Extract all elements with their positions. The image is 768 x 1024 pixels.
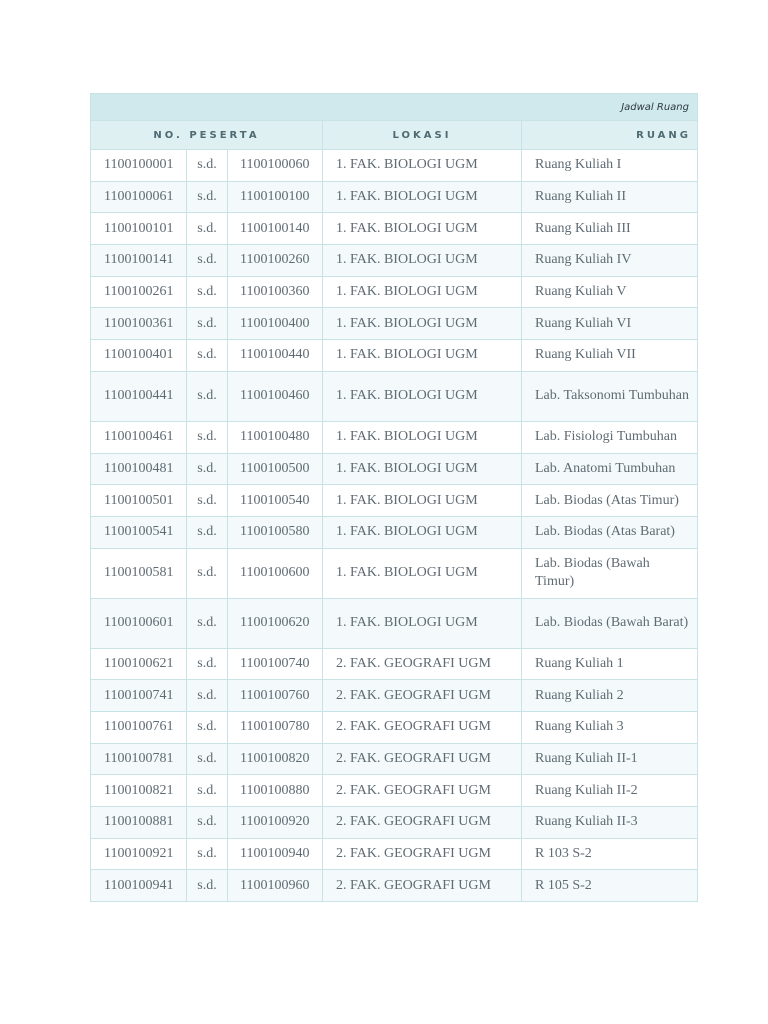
- cell-peserta-to: 1100100580: [228, 516, 323, 548]
- cell-separator: s.d.: [187, 485, 228, 517]
- cell-peserta-from: 1100100061: [91, 181, 187, 213]
- cell-peserta-to: 1100100620: [228, 598, 323, 648]
- table-row: [91, 648, 698, 680]
- cell-peserta-from: 1100100141: [91, 245, 187, 277]
- table-header-row: [91, 121, 698, 150]
- cell-peserta-to: 1100100820: [228, 743, 323, 775]
- cell-peserta-from: 1100100361: [91, 308, 187, 340]
- cell-peserta-to: 1100100920: [228, 807, 323, 839]
- cell-lokasi: 1. FAK. BIOLOGI UGM: [323, 485, 522, 517]
- cell-ruang: Ruang Kuliah II: [522, 181, 698, 213]
- cell-peserta-from: 1100100821: [91, 775, 187, 807]
- cell-peserta-to: 1100100540: [228, 485, 323, 517]
- cell-separator: s.d.: [187, 838, 228, 870]
- cell-ruang: Lab. Fisiologi Tumbuhan: [522, 421, 698, 453]
- cell-ruang: Ruang Kuliah VII: [522, 340, 698, 372]
- cell-lokasi: 1. FAK. BIOLOGI UGM: [323, 181, 522, 213]
- cell-lokasi: 2. FAK. GEOGRAFI UGM: [323, 775, 522, 807]
- table-row: [91, 340, 698, 372]
- cell-peserta-to: 1100100100: [228, 181, 323, 213]
- cell-ruang: Lab. Biodas (Bawah Timur): [522, 548, 698, 598]
- table-row: [91, 181, 698, 213]
- header-lokasi: LOKASI: [323, 121, 522, 150]
- cell-peserta-from: 1100100621: [91, 648, 187, 680]
- cell-lokasi: 1. FAK. BIOLOGI UGM: [323, 340, 522, 372]
- cell-peserta-from: 1100100501: [91, 485, 187, 517]
- cell-ruang: Ruang Kuliah V: [522, 276, 698, 308]
- cell-peserta-to: 1100100960: [228, 870, 323, 902]
- table-row: [91, 775, 698, 807]
- cell-peserta-to: 1100100760: [228, 680, 323, 712]
- cell-separator: s.d.: [187, 711, 228, 743]
- table-body: [91, 150, 698, 902]
- cell-separator: s.d.: [187, 548, 228, 598]
- cell-lokasi: 2. FAK. GEOGRAFI UGM: [323, 648, 522, 680]
- cell-ruang: Ruang Kuliah III: [522, 213, 698, 245]
- cell-lokasi: 1. FAK. BIOLOGI UGM: [323, 308, 522, 340]
- cell-ruang: Ruang Kuliah 2: [522, 680, 698, 712]
- cell-lokasi: 1. FAK. BIOLOGI UGM: [323, 213, 522, 245]
- cell-separator: s.d.: [187, 371, 228, 421]
- cell-separator: s.d.: [187, 276, 228, 308]
- cell-separator: s.d.: [187, 775, 228, 807]
- table-row: [91, 453, 698, 485]
- table-row: [91, 870, 698, 902]
- cell-lokasi: 1. FAK. BIOLOGI UGM: [323, 276, 522, 308]
- cell-peserta-from: 1100100921: [91, 838, 187, 870]
- cell-peserta-from: 1100100581: [91, 548, 187, 598]
- table-row: [91, 485, 698, 517]
- cell-lokasi: 2. FAK. GEOGRAFI UGM: [323, 807, 522, 839]
- cell-peserta-from: 1100100941: [91, 870, 187, 902]
- cell-ruang: Ruang Kuliah II-2: [522, 775, 698, 807]
- cell-lokasi: 1. FAK. BIOLOGI UGM: [323, 371, 522, 421]
- cell-lokasi: 2. FAK. GEOGRAFI UGM: [323, 680, 522, 712]
- cell-separator: s.d.: [187, 598, 228, 648]
- cell-separator: s.d.: [187, 245, 228, 277]
- cell-separator: s.d.: [187, 213, 228, 245]
- table-row: [91, 516, 698, 548]
- table-row: [91, 838, 698, 870]
- cell-lokasi: 2. FAK. GEOGRAFI UGM: [323, 870, 522, 902]
- cell-separator: s.d.: [187, 516, 228, 548]
- cell-peserta-from: 1100100261: [91, 276, 187, 308]
- cell-separator: s.d.: [187, 680, 228, 712]
- table-row: [91, 421, 698, 453]
- header-no-peserta: NO. PESERTA: [91, 121, 323, 150]
- cell-peserta-from: 1100100461: [91, 421, 187, 453]
- cell-peserta-from: 1100100401: [91, 340, 187, 372]
- cell-peserta-from: 1100100761: [91, 711, 187, 743]
- cell-peserta-to: 1100100400: [228, 308, 323, 340]
- cell-peserta-to: 1100100260: [228, 245, 323, 277]
- cell-separator: s.d.: [187, 150, 228, 182]
- cell-lokasi: 2. FAK. GEOGRAFI UGM: [323, 711, 522, 743]
- cell-peserta-from: 1100100741: [91, 680, 187, 712]
- table-caption: Jadwal Ruang: [91, 94, 698, 121]
- cell-ruang: Lab. Taksonomi Tumbuhan: [522, 371, 698, 421]
- cell-separator: s.d.: [187, 421, 228, 453]
- cell-lokasi: 2. FAK. GEOGRAFI UGM: [323, 743, 522, 775]
- cell-peserta-to: 1100100880: [228, 775, 323, 807]
- table-caption-row: [91, 94, 698, 121]
- table-row: [91, 213, 698, 245]
- cell-ruang: Lab. Biodas (Atas Timur): [522, 485, 698, 517]
- table-row: [91, 598, 698, 648]
- cell-lokasi: 1. FAK. BIOLOGI UGM: [323, 548, 522, 598]
- cell-ruang: R 105 S-2: [522, 870, 698, 902]
- table-row: [91, 680, 698, 712]
- cell-ruang: Ruang Kuliah IV: [522, 245, 698, 277]
- cell-ruang: Lab. Biodas (Atas Barat): [522, 516, 698, 548]
- cell-peserta-from: 1100100541: [91, 516, 187, 548]
- cell-peserta-from: 1100100441: [91, 371, 187, 421]
- cell-separator: s.d.: [187, 648, 228, 680]
- cell-lokasi: 1. FAK. BIOLOGI UGM: [323, 453, 522, 485]
- cell-peserta-from: 1100100481: [91, 453, 187, 485]
- table-row: [91, 308, 698, 340]
- cell-peserta-to: 1100100480: [228, 421, 323, 453]
- cell-lokasi: 1. FAK. BIOLOGI UGM: [323, 245, 522, 277]
- cell-separator: s.d.: [187, 743, 228, 775]
- cell-separator: s.d.: [187, 870, 228, 902]
- table-row: [91, 711, 698, 743]
- table-row: [91, 276, 698, 308]
- cell-peserta-to: 1100100060: [228, 150, 323, 182]
- cell-peserta-to: 1100100360: [228, 276, 323, 308]
- cell-peserta-to: 1100100780: [228, 711, 323, 743]
- cell-peserta-from: 1100100881: [91, 807, 187, 839]
- cell-ruang: Ruang Kuliah 1: [522, 648, 698, 680]
- cell-ruang: Ruang Kuliah II-1: [522, 743, 698, 775]
- cell-peserta-from: 1100100601: [91, 598, 187, 648]
- cell-peserta-from: 1100100001: [91, 150, 187, 182]
- room-schedule-table: [90, 93, 698, 902]
- cell-peserta-to: 1100100140: [228, 213, 323, 245]
- cell-peserta-from: 1100100781: [91, 743, 187, 775]
- cell-peserta-to: 1100100500: [228, 453, 323, 485]
- cell-lokasi: 2. FAK. GEOGRAFI UGM: [323, 838, 522, 870]
- cell-ruang: Lab. Anatomi Tumbuhan: [522, 453, 698, 485]
- table-row: [91, 150, 698, 182]
- table-row: [91, 548, 698, 598]
- cell-ruang: Ruang Kuliah VI: [522, 308, 698, 340]
- cell-lokasi: 1. FAK. BIOLOGI UGM: [323, 421, 522, 453]
- cell-ruang: Ruang Kuliah II-3: [522, 807, 698, 839]
- cell-separator: s.d.: [187, 807, 228, 839]
- table-row: [91, 807, 698, 839]
- cell-peserta-to: 1100100600: [228, 548, 323, 598]
- cell-ruang: Ruang Kuliah I: [522, 150, 698, 182]
- cell-lokasi: 1. FAK. BIOLOGI UGM: [323, 598, 522, 648]
- header-ruang: RUANG: [522, 121, 698, 150]
- cell-peserta-to: 1100100940: [228, 838, 323, 870]
- cell-peserta-to: 1100100440: [228, 340, 323, 372]
- cell-peserta-to: 1100100460: [228, 371, 323, 421]
- cell-peserta-from: 1100100101: [91, 213, 187, 245]
- table-row: [91, 743, 698, 775]
- cell-ruang: Lab. Biodas (Bawah Barat): [522, 598, 698, 648]
- table-row: [91, 371, 698, 421]
- cell-separator: s.d.: [187, 453, 228, 485]
- cell-separator: s.d.: [187, 340, 228, 372]
- cell-peserta-to: 1100100740: [228, 648, 323, 680]
- cell-separator: s.d.: [187, 181, 228, 213]
- cell-lokasi: 1. FAK. BIOLOGI UGM: [323, 516, 522, 548]
- cell-separator: s.d.: [187, 308, 228, 340]
- cell-lokasi: 1. FAK. BIOLOGI UGM: [323, 150, 522, 182]
- cell-ruang: R 103 S-2: [522, 838, 698, 870]
- cell-ruang: Ruang Kuliah 3: [522, 711, 698, 743]
- table-row: [91, 245, 698, 277]
- schedule-table-container: [90, 93, 697, 902]
